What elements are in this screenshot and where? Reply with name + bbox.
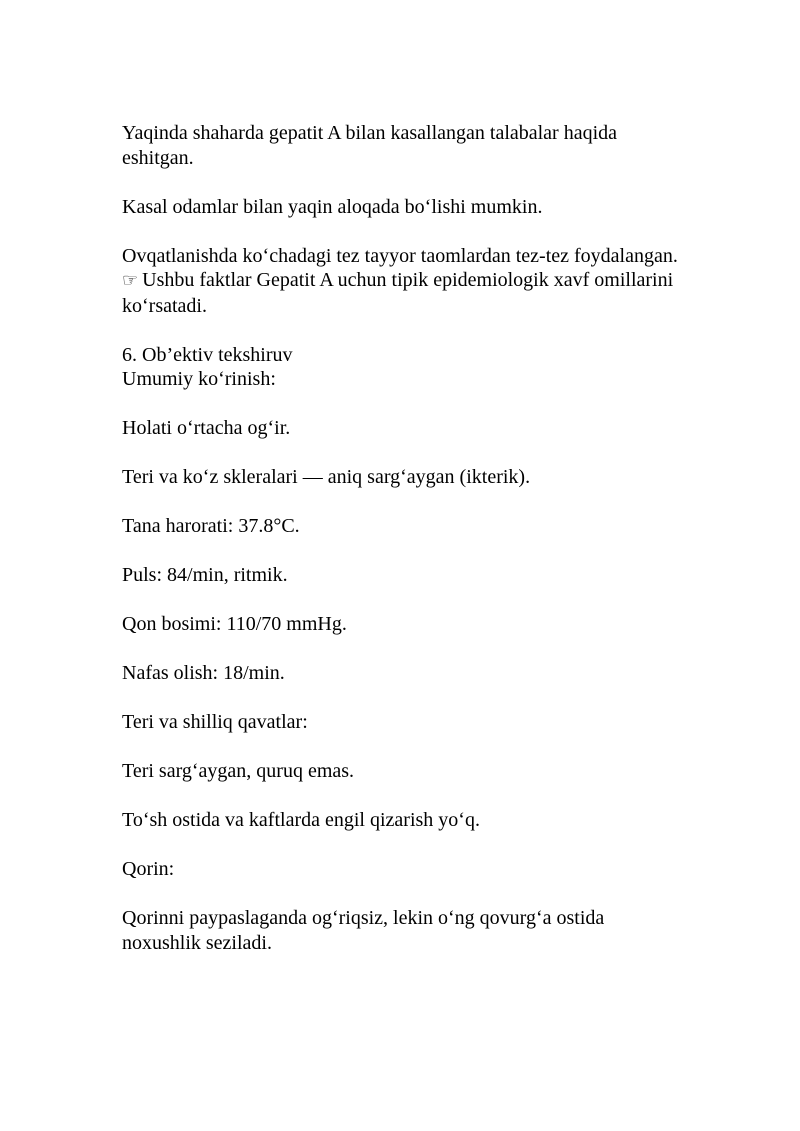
paragraph-gap (122, 784, 682, 809)
paragraph-epidemiology-students: Yaqinda shaharda gepatit A bilan kasallangan talabalar haqida eshitgan. (122, 122, 618, 169)
paragraph-blood-pressure: Qon bosimi: 110/70 mmHg. (122, 613, 347, 635)
pointing-hand-icon: ☞ (122, 270, 139, 291)
paragraph-temperature: Tana harorati: 37.8°C. (122, 515, 300, 537)
paragraph-palpation: Qorinni paypaslaganda og‘riqsiz, lekin o‘ng qovurg‘a ostida noxushlik seziladi. (122, 907, 605, 954)
paragraph-pulse: Puls: 84/min, ritmik. (122, 564, 288, 586)
paragraph-gap (122, 637, 682, 662)
paragraph-gap (122, 735, 682, 760)
paragraph-risk-summary (122, 268, 682, 318)
paragraph-gap (122, 686, 682, 711)
document-body (122, 121, 682, 955)
paragraph-gap (122, 833, 682, 858)
paragraph-gap (122, 219, 682, 244)
paragraph-palmar-erythema: To‘sh ostida va kaftlarda engil qizarish yo‘q. (122, 809, 480, 831)
paragraph-street-food: Ovqatlanishda ko‘chadagi tez tayyor taomlardan tez-tez foydalangan. (122, 244, 678, 267)
paragraph-jaundice: Teri va ko‘z skleralari — aniq sarg‘aygan (ikterik). (122, 466, 531, 488)
paragraph-gap (122, 318, 682, 343)
paragraph-condition: Holati o‘rtacha og‘ir. (122, 417, 291, 439)
paragraph-skin-yellow: Teri sarg‘aygan, quruq emas. (122, 760, 355, 782)
paragraph-gap (122, 539, 682, 564)
paragraph-contact-risk: Kasal odamlar bilan yaqin aloqada bo‘lishi mumkin. (122, 195, 543, 218)
subheading-abdomen: Qorin: (122, 858, 175, 880)
paragraph-gap (122, 588, 682, 613)
risk-summary-text: Ushbu faktlar Gepatit A uchun tipik epidemiologik xavf omillarini ko‘rsatadi. (122, 269, 674, 317)
paragraph-gap (122, 490, 682, 515)
subheading-skin-mucosa: Teri va shilliq qavatlar: (122, 711, 308, 733)
paragraph-gap (122, 392, 682, 417)
section-heading-objective-exam: 6. Ob’ektiv tekshiruv (122, 343, 293, 366)
paragraph-gap (122, 882, 682, 907)
paragraph-gap (122, 441, 682, 466)
paragraph-gap (122, 170, 682, 195)
subheading-general-appearance: Umumiy ko‘rinish: (122, 368, 276, 390)
paragraph-respiration: Nafas olish: 18/min. (122, 662, 285, 684)
